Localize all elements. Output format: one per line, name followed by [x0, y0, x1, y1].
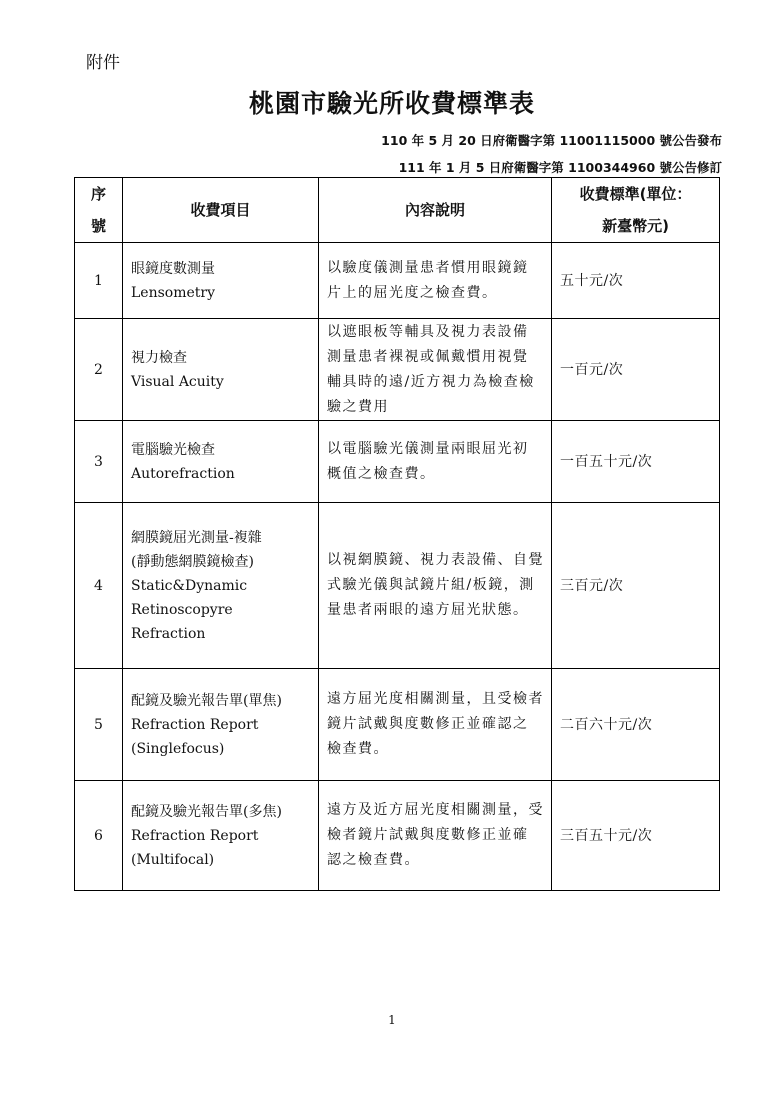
item-line: Static&Dynamic: [131, 577, 248, 594]
item-line: (靜動態網膜鏡檢查): [131, 553, 254, 570]
content-line: 遠方及近方屈光度相關測量，受: [327, 802, 544, 818]
content-line: 式驗光儀與試鏡片組/板鏡，測: [327, 577, 535, 593]
item-line: Lensometry: [131, 284, 215, 301]
header-item: 收費項目: [123, 178, 319, 243]
content-line: 檢者鏡片試戴與度數修正並確: [327, 827, 529, 843]
row-number: 2: [75, 319, 123, 421]
content-line: 概值之檢查費。: [327, 465, 436, 482]
header-no-line: 序: [90, 185, 106, 203]
item-line: 眼鏡度數測量: [131, 260, 215, 277]
row-number: 6: [75, 781, 123, 891]
item-line: (Multifocal): [131, 851, 215, 868]
row-price: 五十元/次: [552, 243, 720, 319]
issue-line-publish: 110 年 5 月 20 日府衛醫字第 11001115000 號公告發布: [381, 133, 722, 148]
row-item: [123, 781, 319, 891]
row-price: 二百六十元/次: [552, 669, 720, 781]
row-price: 一百元/次: [552, 319, 720, 421]
row-content: [319, 319, 552, 421]
table-row: [75, 319, 720, 421]
table-row: [75, 781, 720, 891]
row-number: 3: [75, 421, 123, 503]
table-row: [75, 243, 720, 319]
row-price: 一百五十元/次: [552, 421, 720, 503]
issue-line-revise: 111 年 1 月 5 日府衛醫字第 1100344960 號公告修訂: [398, 160, 722, 175]
row-content: [319, 243, 552, 319]
row-content: [319, 503, 552, 669]
row-number: 1: [75, 243, 123, 319]
row-price: 三百五十元/次: [552, 781, 720, 891]
content-line: 鏡片試戴與度數修正並確認之: [327, 716, 529, 732]
item-line: Retinoscopyre: [131, 601, 233, 618]
table-row: [75, 421, 720, 503]
item-line: Refraction Report: [131, 716, 259, 733]
row-item: [123, 669, 319, 781]
content-line: 以遮眼板等輔具及視力表設備: [327, 323, 529, 340]
row-item: [123, 503, 319, 669]
header-no-line: 號: [90, 217, 106, 235]
page-title: 桃園市驗光所收費標準表: [248, 89, 535, 118]
item-line: 網膜鏡屈光測量-複雜: [131, 529, 262, 546]
table-header-row: [75, 178, 720, 243]
content-line: 測量患者裸視或佩戴慣用視覺: [327, 348, 529, 365]
content-line: 驗之費用: [327, 398, 389, 415]
item-line: 視力檢查: [131, 349, 187, 366]
item-line: 配鏡及驗光報告單(多焦): [131, 803, 282, 820]
row-item: [123, 421, 319, 503]
table-row: [75, 503, 720, 669]
row-content: [319, 781, 552, 891]
content-line: 遠方屈光度相關測量，且受檢者: [327, 691, 544, 707]
row-content: [319, 421, 552, 503]
attachment-label: 附件: [86, 53, 120, 73]
item-line: Refraction: [131, 625, 206, 642]
content-line: 認之檢查費。: [327, 852, 420, 868]
table-row: [75, 669, 720, 781]
row-content: [319, 669, 552, 781]
item-line: Autorefraction: [131, 465, 235, 482]
item-line: Refraction Report: [131, 827, 259, 844]
header-content: 內容說明: [319, 178, 552, 243]
row-price: 三百元/次: [552, 503, 720, 669]
header-no: [75, 178, 123, 243]
content-line: 量患者兩眼的遠方屈光狀態。: [327, 602, 529, 618]
fee-table: [74, 177, 720, 891]
row-number: 5: [75, 669, 123, 781]
row-number: 4: [75, 503, 123, 669]
page-number: 1: [388, 1013, 396, 1027]
row-item: [123, 319, 319, 421]
item-line: (Singlefocus): [131, 740, 225, 757]
item-line: 配鏡及驗光報告單(單焦): [131, 692, 282, 709]
item-line: Visual Acuity: [131, 373, 224, 390]
content-line: 檢查費。: [327, 741, 389, 757]
item-line: 電腦驗光檢查: [131, 441, 215, 458]
header-price-line: 新臺幣元): [602, 217, 669, 235]
content-line: 以驗度儀測量患者慣用眼鏡鏡: [327, 259, 529, 276]
content-line: 以電腦驗光儀測量兩眼屈光初: [327, 440, 529, 457]
content-line: 片上的屈光度之檢查費。: [327, 284, 498, 301]
header-price: [552, 178, 720, 243]
content-line: 以視網膜鏡、視力表設備、自覺: [327, 552, 544, 568]
row-item: [123, 243, 319, 319]
content-line: 輔具時的遠/近方視力為檢查檢: [327, 373, 535, 390]
header-price-line: 收費標準(單位：: [579, 185, 692, 203]
